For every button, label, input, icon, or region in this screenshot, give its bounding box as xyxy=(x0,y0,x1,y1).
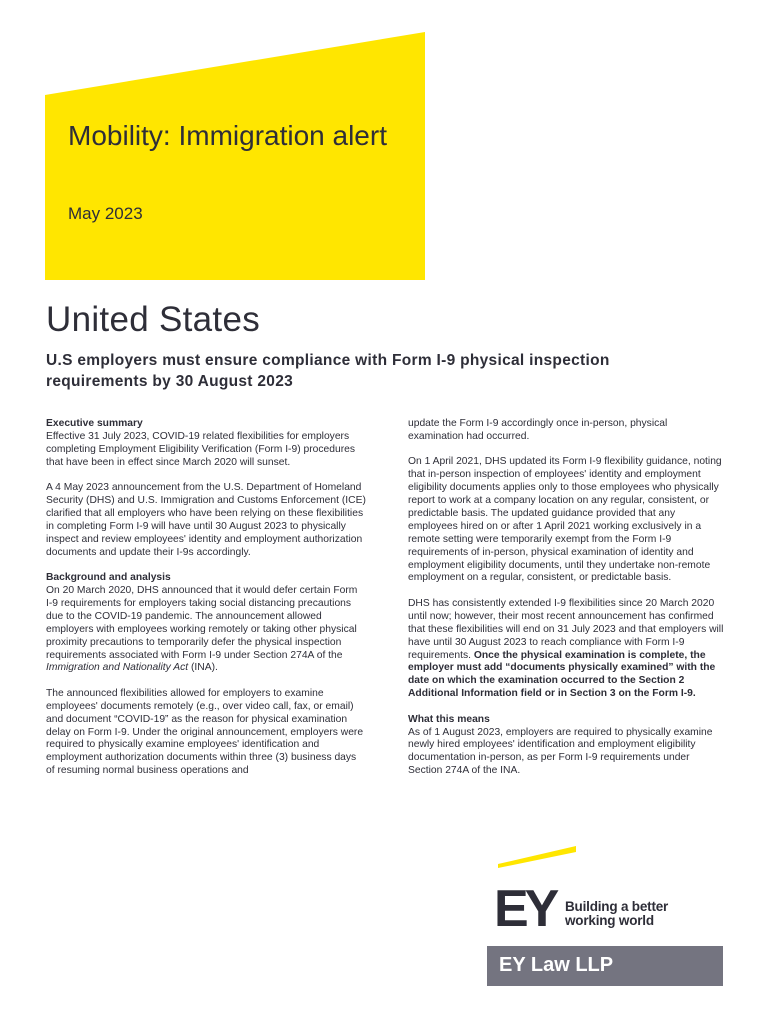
right-paragraph-2: On 1 April 2021, DHS updated its Form I-9 flexibility guidance, noting that in-person inspection of employees' identity and employment eligibility documents applies only to those employees who physically report to work at a company location on any regular, consistent, or predictable basis. The updated guidance provided that any employees hired on or after 1 April 2021 working exclusively in a remote setting were temporarily exempt from the Form I-9 requirements of in-person, physical examination of identity and employment eligibility documents, until they undertake non-remote employment on a regular, consistent, or predictable basis. xyxy=(408,456,722,584)
executive-summary-paragraph-1: Effective 31 July 2023, COVID-19 related flexibilities for employers completing Employment Eligibility Verification (Form I-9) procedures that have been in effect since March 2020 will sunset. xyxy=(46,430,356,468)
left-column xyxy=(46,418,366,791)
ey-tagline-line-2: working world xyxy=(565,913,654,928)
right-column xyxy=(408,418,724,791)
page-title: United States xyxy=(46,300,261,339)
what-this-means-paragraph: As of 1 August 2023, employers are required to physically examine newly hired employees' identification and employment eligibility documentation in-person, as per Form I-9 requirements under Section 274A of the INA. xyxy=(408,726,713,777)
act-name: Immigration and Nationality Act xyxy=(46,662,189,674)
ey-law-label: EY Law LLP xyxy=(499,954,614,976)
background-paragraph-2: The announced flexibilities allowed for employers to examine employees' documents remotely (e.g., over video call, fax, or email) and document “COVID-19” as the reason for physical examination delay on Form I-9. Under the original announcement, employers were required to physically examine employees' identification and employment authorization documents within three (3) business days of resuming normal business operations and xyxy=(46,687,364,777)
what-this-means-heading: What this means xyxy=(408,713,490,725)
alert-banner xyxy=(45,32,425,280)
banner-date: May 2023 xyxy=(68,204,143,223)
ey-tagline-line-1: Building a better xyxy=(565,899,669,914)
right-paragraph-3-text: DHS has consistently extended I-9 flexibilities since 20 March 2020 until now; however, their most recent announcement has confirmed that these flexibilities will end on 31 July 2023 and that employers will have until 30 August 2023 to reach compliance with Form I-9 requirements. xyxy=(408,597,724,661)
background-paragraph-1 xyxy=(46,585,366,675)
right-paragraph-3-emphasis: Once the physical examination is complete, the employer must add “documents physically examined” with the date on which the examination occurred to the Section 2 Additional Information field or in Section 3 on the Form I-9. xyxy=(408,649,716,700)
executive-summary-paragraph-2: A 4 May 2023 announcement from the U.S. Department of Homeland Security (DHS) and U.S. Immigration and Customs Enforcement (ICE) clarified that all employers who have been relying on these flexibilities in completing Form I-9 will have until 30 August 2023 to physically inspect and review employees' identity and employment authorization documents and update their I-9s accordingly. xyxy=(46,482,366,558)
background-paragraph-1-text: On 20 March 2020, DHS announced that it would defer certain Form I-9 requirements for employers taking social distancing precautions due to the COVID-19 pandemic. The announcement allowed employers with employees working remotely or taking other physical proximity precautions to temporarily defer the physical inspection requirements associated with Form I-9 under Section 274A of the xyxy=(46,584,358,661)
ey-logo-beam-icon xyxy=(498,846,576,868)
ey-logo-letters: EY xyxy=(494,880,556,930)
executive-summary-heading: Executive summary xyxy=(46,418,143,429)
yellow-banner-shape xyxy=(45,32,425,280)
ey-tagline xyxy=(565,900,668,928)
ey-law-bar xyxy=(487,946,723,986)
article-headline: U.S employers must ensure compliance with Form I-9 physical inspection requirements by 30 August 2023 xyxy=(46,352,610,390)
right-paragraph-1: update the Form I-9 accordingly once in-person, physical examination had occurred. xyxy=(408,418,668,442)
right-paragraph-3 xyxy=(408,598,724,701)
background-paragraph-1-end: (INA). xyxy=(188,662,218,674)
banner-title: Mobility: Immigration alert xyxy=(68,120,387,151)
background-heading: Background and analysis xyxy=(46,572,171,584)
